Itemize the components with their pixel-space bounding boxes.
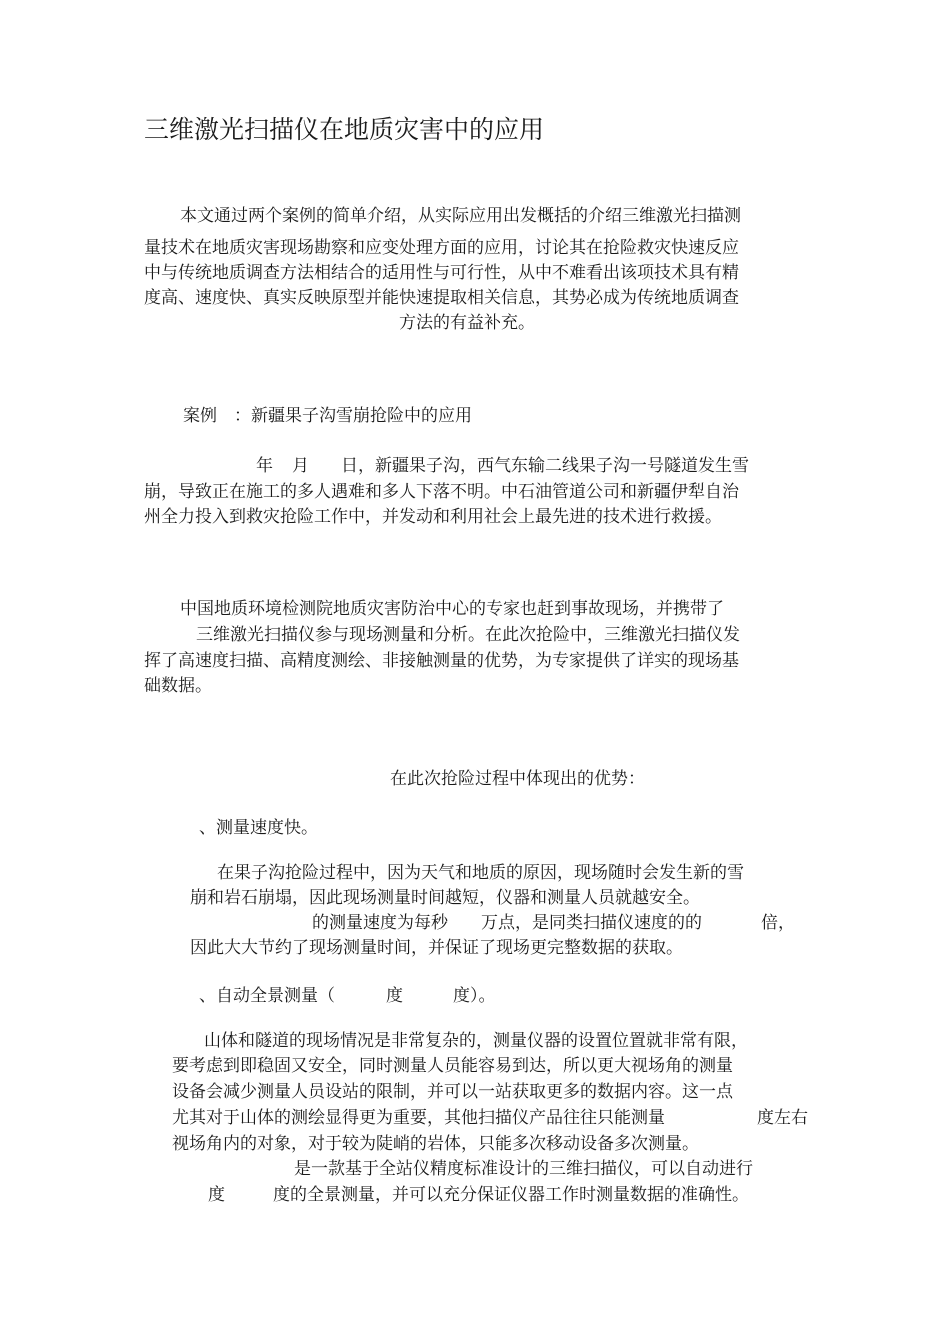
abstract-line-1: 本文通过两个案例的简单介绍，从实际应用出发概括的介绍三维激光扫描测: [180, 206, 741, 226]
item2-line-7a: 度: [208, 1185, 225, 1205]
item1-line-2: 崩和岩石崩塌，因此现场测量时间越短，仪器和测量人员就越安全。: [190, 888, 700, 908]
item1-line-4: 因此大大节约了现场测量时间，并保证了现场更完整数据的获取。: [190, 938, 683, 958]
case-p2-line-2: 三维激光扫描仪参与现场测量和分析。在此次抢险中，三维激光扫描仪发: [196, 625, 740, 645]
item2-line-7b: 度的全景测量，并可以充分保证仪器工作时测量数据的准确性。: [273, 1185, 749, 1205]
item2-line-6: 是一款基于全站仪精度标准设计的三维扫描仪，可以自动进行: [294, 1159, 753, 1179]
item1-line-3c: 倍，: [761, 913, 795, 933]
item2-line-1: 山体和隧道的现场情况是非常复杂的，测量仪器的设置位置就非常有限，: [204, 1031, 748, 1051]
item1-line-1: 在果子沟抢险过程中，因为天气和地质的原因，现场随时会发生新的雪: [217, 863, 744, 883]
item2-line-5: 视场角内的对象，对于较为陡峭的岩体，只能多次移动设备多次测量。: [172, 1134, 699, 1154]
item2-line-4a: 尤其对于山体的测绘显得更为重要，其他扫描仪产品往往只能测量: [172, 1108, 665, 1128]
abstract-line-3: 中与传统地质调查方法相结合的适用性与可行性，从中不难看出该项技术具有精: [144, 263, 739, 283]
item2-heading-c: 度）。: [453, 986, 496, 1006]
case-p1-line-1: 日，新疆果子沟，西气东输二线果子沟一号隧道发生雪: [341, 456, 749, 476]
case-p1-line-2: 崩，导致正在施工的多人遇难和多人下落不明。中石油管道公司和新疆伊犁自治: [144, 482, 739, 502]
case-p1-line-3: 州全力投入到救灾抢险工作中，并发动和利用社会上最先进的技术进行救援。: [144, 507, 722, 527]
item2-line-3: 设备会减少测量人员设站的限制，并可以一站获取更多的数据内容。这一点: [172, 1082, 733, 1102]
date-year: 年: [256, 456, 273, 476]
case-heading-title: ：新疆果子沟雪崩抢险中的应用: [234, 406, 472, 426]
case-p2-line-4: 础数据。: [144, 676, 212, 696]
advantages-heading: 在此次抢险过程中体现出的优势：: [390, 769, 645, 789]
case-p2-line-1: 中国地质环境检测院地质灾害防治中心的专家也赶到事故现场，并携带了: [180, 599, 724, 619]
item2-line-4b: 度左右: [757, 1108, 808, 1128]
date-month: 月: [292, 456, 309, 476]
abstract-line-5: 方法的有益补充。: [399, 313, 535, 333]
item1-line-3b: 万点，是同类扫描仪速度的的: [481, 913, 702, 933]
item1-line-3a: 的测量速度为每秒: [312, 913, 448, 933]
abstract-line-4: 度高、速度快、真实反映原型并能快速提取相关信息，其势必成为传统地质调查: [144, 288, 739, 308]
item2-heading-b: 度: [386, 986, 403, 1006]
item2-heading-a: 、自动全景测量（: [199, 986, 335, 1006]
case-heading-label: 案例: [183, 406, 217, 426]
page-title: 三维激光扫描仪在地质灾害中的应用: [144, 115, 545, 144]
item1-heading: 、测量速度快。: [199, 818, 318, 838]
case-p2-line-3: 挥了高速度扫描、高精度测绘、非接触测量的优势，为专家提供了详实的现场基: [144, 651, 739, 671]
abstract-line-2: 量技术在地质灾害现场勘察和应变处理方面的应用，讨论其在抢险救灾快速反应: [144, 238, 739, 258]
item2-line-2: 要考虑到即稳固又安全，同时测量人员能容易到达，所以更大视场角的测量: [172, 1056, 733, 1076]
